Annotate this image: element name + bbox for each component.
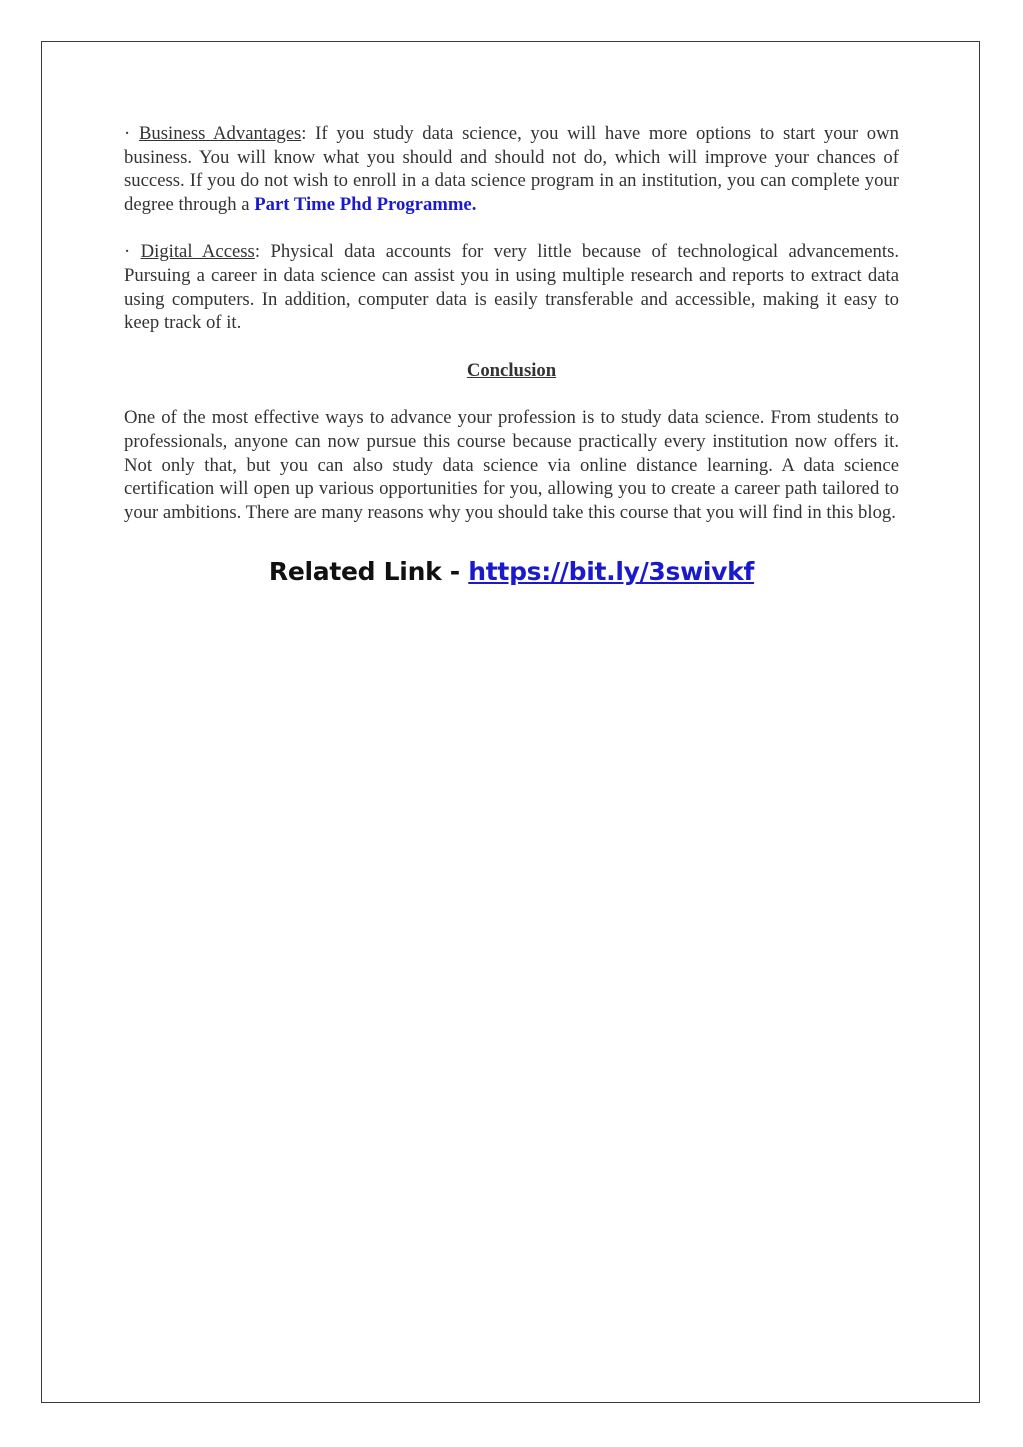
conclusion-paragraph: One of the most effective ways to advance your profession is to study data science. From students to professionals, anyone can now pursue this course because practically every institution now offers it. Not only that, but you can also study data science via online distance learning. A data science certification will open up various opportunities for you, allowing you to create a career path tailored to your ambitions. There are many reasons why you should take this course that you will find in this blog. <box>124 407 899 523</box>
bullet: · <box>124 241 131 263</box>
related-link-label: Related Link - <box>268 557 469 587</box>
colon: : <box>301 123 307 144</box>
business-advantages-title: Business Advantages <box>138 123 302 144</box>
document-body <box>124 122 899 586</box>
related-link-line <box>124 557 899 586</box>
part-time-phd-link[interactable]: Part Time Phd Programme <box>254 193 472 215</box>
link-period: . <box>471 193 477 215</box>
colon: : <box>254 241 261 263</box>
conclusion-heading: Conclusion <box>466 359 557 381</box>
business-advantages-paragraph <box>124 122 899 216</box>
business-advantages-text: If you study data science, you will have more options to start your own business. You will know what you should and should not do, which will improve your chances of success. If you do not wish to enroll in a data science program in an institution, you can complete your degree through a <box>124 123 899 215</box>
digital-access-text: Physical data accounts for very little because of technological advancements. Pursuing a career in data science can assist you in using multiple research and reports to extract data using computers. In addition, computer data is easily transferable and accessible, making it easy to keep track of it. <box>124 241 900 334</box>
digital-access-paragraph <box>124 240 899 334</box>
digital-access-title: Digital Access <box>140 241 255 263</box>
bullet: · <box>124 123 131 144</box>
related-link-url[interactable]: https://bit.ly/3swivkf <box>468 557 755 587</box>
